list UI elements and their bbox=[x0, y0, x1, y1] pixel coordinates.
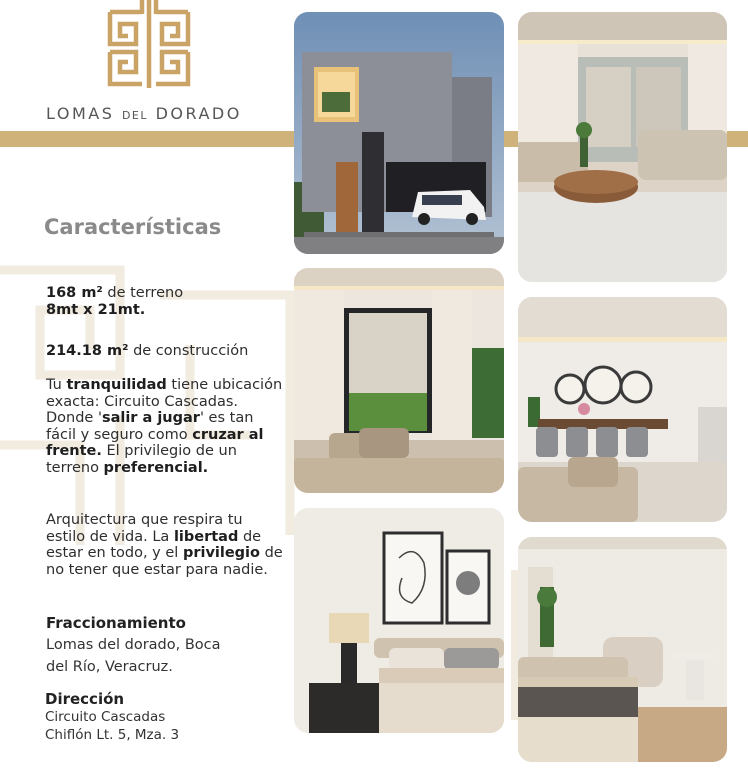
living-room-window-photo bbox=[294, 268, 504, 493]
direccion-block: Dirección Circuito Cascadas Chiflón Lt. 5, Mza. 3 bbox=[45, 690, 290, 744]
land-spec: 168 m² de terreno 8mt x 21mt. bbox=[46, 285, 184, 318]
description-architecture: Arquitectura que respira tu estilo de vida. La libertad de estar en todo, y el privilegio de no tener que estar para nadie. bbox=[46, 512, 283, 578]
section-title: Características bbox=[44, 215, 222, 239]
construction-spec: 214.18 m² de construcción bbox=[46, 343, 249, 359]
fraccionamiento-label: Fraccionamiento bbox=[46, 614, 186, 632]
fraccionamiento-block: Fraccionamiento Lomas del dorado, Boca del Río, Veracruz. bbox=[46, 612, 291, 678]
greek-key-logo-icon bbox=[106, 0, 192, 88]
direccion-label: Dirección bbox=[45, 690, 125, 708]
dining-room-photo bbox=[518, 297, 727, 522]
living-room-photo bbox=[518, 12, 727, 282]
description-location: Tu tranquilidad tiene ubicación exacta: Circuito Cascadas. Donde 'salir a jugar' es tan fácil y seguro como cruzar al frente. El privilegio de un terreno preferencial. bbox=[46, 377, 283, 476]
master-bedroom-photo bbox=[294, 508, 504, 733]
bedroom-photo bbox=[518, 537, 727, 762]
house-exterior-photo bbox=[294, 12, 504, 254]
brand-name: LOMAS DEL DORADO bbox=[46, 104, 242, 123]
